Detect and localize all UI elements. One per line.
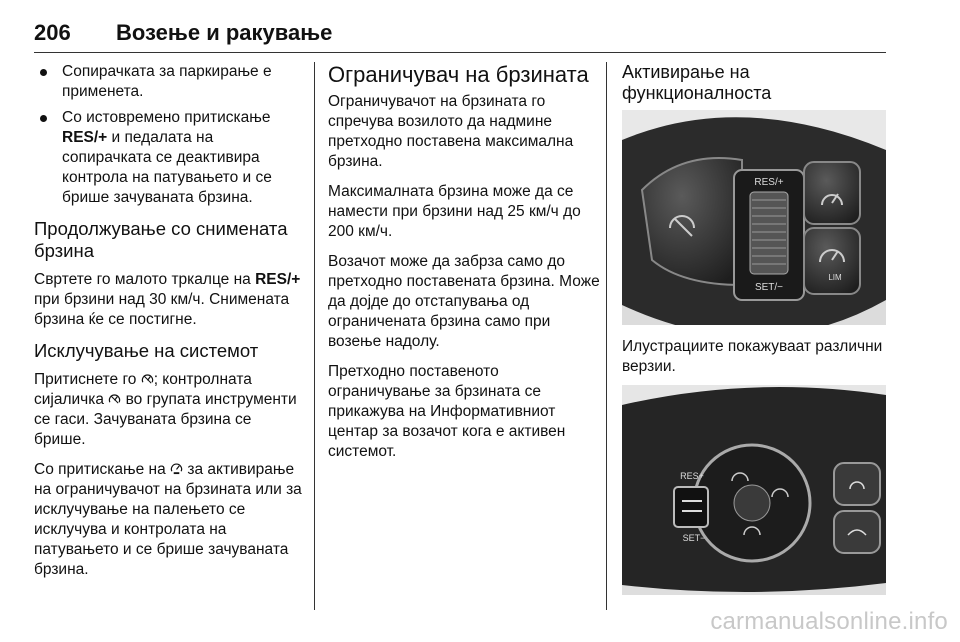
- paragraph: Максималната брзина може да се намести при брзини над 25 км/ч до 200 км/ч.: [328, 183, 581, 240]
- paragraph: Претходно поставеното ограничување за брзината се прикажува на Информативниот центар за возачот кога е активен системот.: [328, 363, 566, 460]
- res-key-label: RES/+: [62, 129, 108, 146]
- steering-wheel-controls-image-2: [622, 385, 886, 595]
- steering-wheel-controls-image-1: [622, 110, 886, 325]
- list-item: Сопирачката за паркирање е применета.: [34, 62, 304, 102]
- column-left: [34, 62, 304, 590]
- bullet-list: [34, 62, 304, 208]
- section-heading-activate: Активирање на функционалноста: [622, 62, 772, 103]
- column-middle: [328, 62, 600, 472]
- bullet-icon: [40, 115, 47, 122]
- paragraph: Возачот може да забрза само до претходно поставената брзина. Може да дојде до отстапувања од ограничената брзина само при возење надолу.: [328, 253, 600, 350]
- watermark: carmanualsonline.info: [710, 608, 948, 635]
- figure-caption: Илустрациите покажуваат различни верзии.: [622, 338, 883, 375]
- column-right: [622, 62, 892, 607]
- paragraph: Свртете го малото тркалце на RES/+ при брзини над 30 км/ч. Снимената брзина ќе се постигне.: [34, 271, 301, 328]
- svg-text:SET/−: SET/−: [754, 282, 784, 293]
- column-divider: [314, 62, 315, 610]
- paragraph: Со притискање на за активирање на ограничувачот на брзината или за исклучување на палењето се исклучува и контролата на патувањето и се брише зачуваната брзина.: [34, 461, 302, 578]
- bullet-icon: [40, 69, 47, 76]
- svg-text:RES/+: RES/+: [754, 177, 784, 188]
- res-key-label: RES/+: [255, 271, 301, 288]
- paragraph: Ограничувачот на брзината го спречува возилото да надмине претходно поставена максимална брзина.: [328, 93, 574, 170]
- section-heading-deactivate: Исклучување на системот: [34, 340, 259, 361]
- cruise-control-icon: [108, 392, 121, 405]
- svg-text:LIM: LIM: [828, 273, 842, 282]
- page-title: Возење и ракување: [116, 20, 333, 45]
- svg-text:RES+: RES+: [680, 471, 704, 481]
- speed-limiter-icon: [170, 462, 183, 475]
- paragraph: Притиснете го ; контролната сијаличка во групата инструменти се гаси. Зачуваната брзина се брише.: [34, 371, 297, 448]
- section-heading-resume: Продолжување со снимената брзина: [34, 218, 288, 261]
- svg-text:SET−: SET−: [682, 533, 706, 543]
- list-item: Со истовремено притискање RES/+ и педалата на сопирачката се деактивира контрола на патувањето и се брише зачуваната брзина.: [34, 108, 304, 208]
- column-divider: [606, 62, 607, 610]
- page-number: 206: [34, 20, 71, 45]
- page-header: [34, 12, 886, 53]
- section-heading-speed-limiter: Ограничувач на брзината: [328, 62, 589, 87]
- cruise-control-icon: [141, 372, 154, 385]
